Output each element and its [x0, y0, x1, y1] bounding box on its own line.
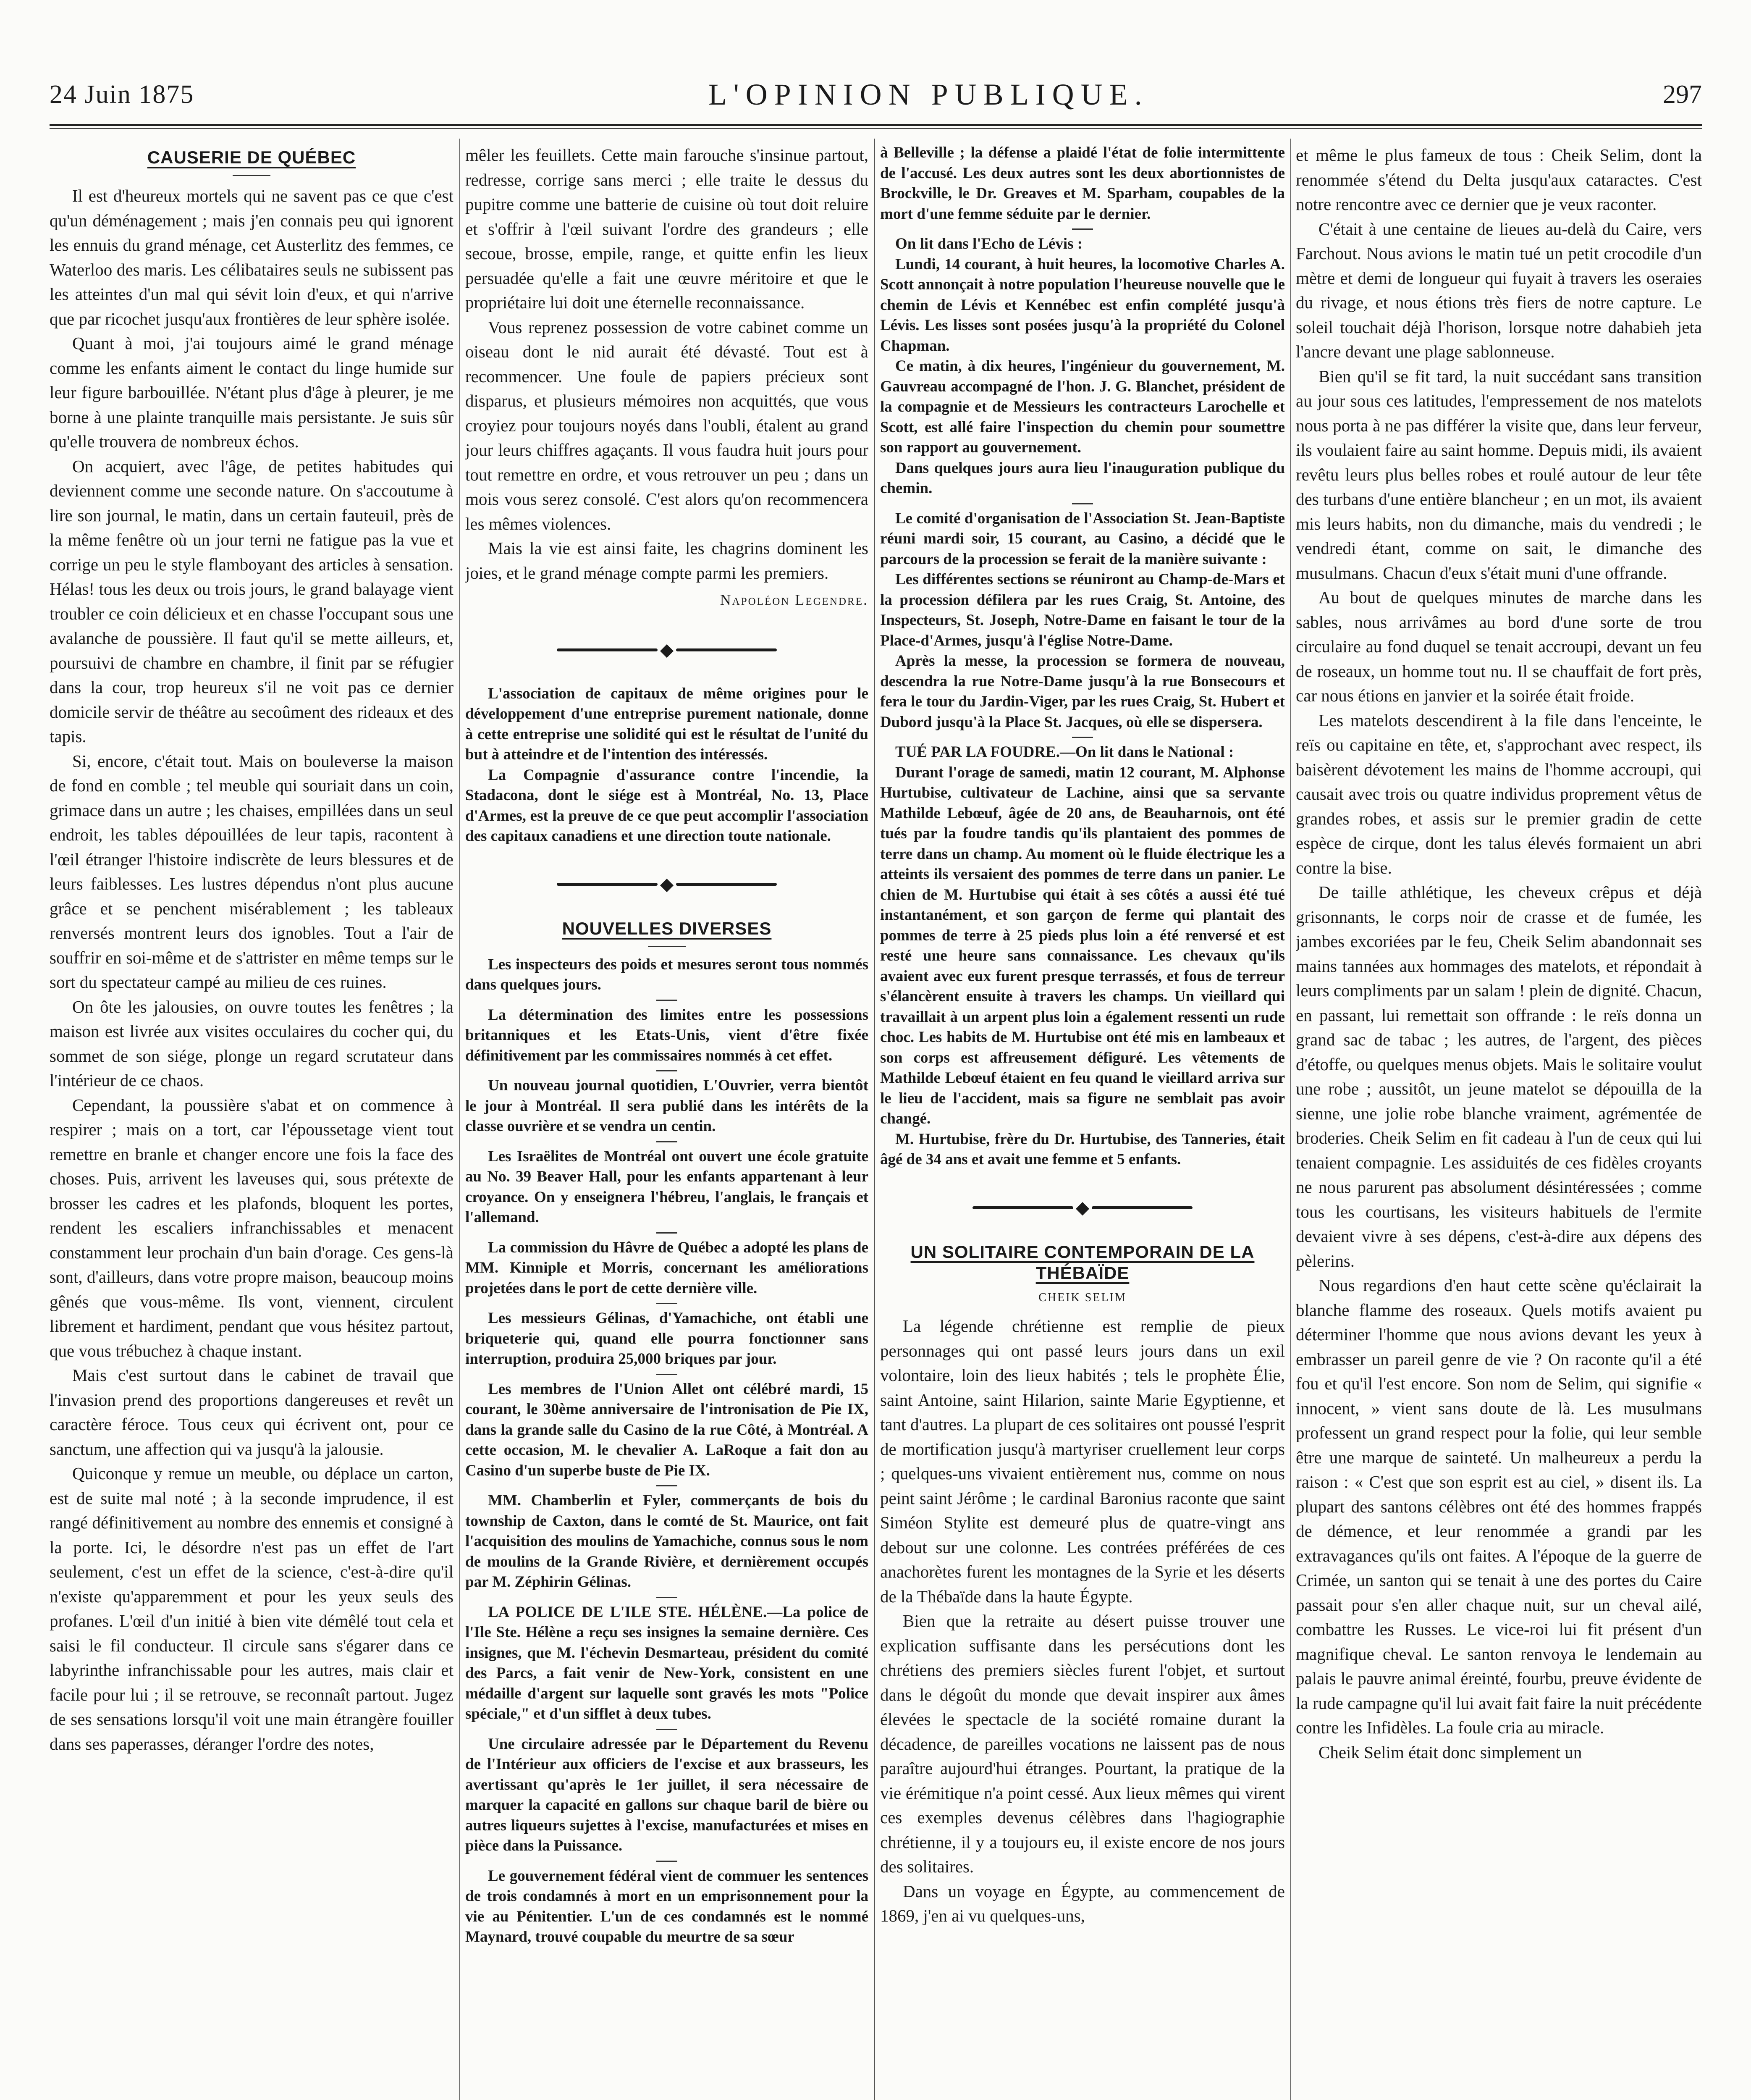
- paragraph: Bien que la retraite au désert puisse trouver une explication suffisante dans les persécutions dont les chrétiens des premiers siècles furent l'objet, et surtout dans le dégoût du monde que devait inspirer aux âmes élevées le spectacle de la société romaine durant la décadence, de pareilles vocations ne laissent pas de nous paraître aujourd'hui étranges. Pourtant, la pratique de la vie érémitique n'a point cessé. Aux lieux mêmes qui virent ces exemples devenus célèbres dans l'hagiographie chrétienne, il y a toujours eu, il existe encore de nos jours des solitaires.: [880, 1611, 1285, 1876]
- paragraph: Il est d'heureux mortels qui ne savent pas ce que c'est qu'un déménagement ; mais j'en connais peu qui ignorent les ennuis du grand ménage, cet Austerlitz des femmes, ce Waterloo des maris. Les célibataires seuls ne subissent pas les atteintes d'un mal qui sévit loin d'eux, et qui n'arrive que par ricochet jusqu'aux frontières de leur sphère isolée.: [50, 186, 453, 328]
- paragraph: mêler les feuillets. Cette main farouche s'insinue partout, redresse, corrige sans merci ; elle traite le dessus du pupitre comme une batterie de cuisine où tout doit reluire et s'offrir à l'œil suivant l'ordre des grandeurs ; elle secoue, brosse, empile, range, et quitte enfin les lieux persuadée qu'elle a fait une œuvre méritoire et que le propriétaire lui doit une éternelle reconnaissance.: [465, 145, 868, 312]
- paragraph: et même le plus fameux de tous : Cheik Selim, dont la renommée s'étend du Delta jusqu'aux cataractes. C'est notre rencontre avec ce dernier que je veux raconter.: [1296, 145, 1702, 214]
- advertisement-block: [465, 684, 868, 847]
- issue-date: 24 Juin 1875: [50, 80, 194, 109]
- paragraph: Mais c'est surtout dans le cabinet de travail que l'invasion prend des proportions dangereuses et revêt un caractère féroce. Tous ceux qui écrivent ont, pour ce sanctum, une affection qui va jusqu'à la jalousie.: [50, 1365, 453, 1459]
- paragraph: C'était à une centaine de lieues au-delà du Caire, vers Farchout. Nous avions le matin tué un petit crocodile d'un mètre et demi de longueur qui fuyait à travers les oseraies du rivage, et nous étions très fiers de notre capture. Le soleil touchait déjà l'horison, lorsque notre dahabieh jeta l'ancre devant une plage sablonneuse.: [1296, 219, 1702, 361]
- page-header: [50, 71, 1702, 118]
- item-dash: [656, 1232, 677, 1234]
- news-item: LA POLICE DE L'ILE STE. HÉLÈNE.—La police de l'Ile Ste. Hélène a reçu ses insignes la semaine dernière. Ces insignes, que M. l'échevin Desmarteau, président du comité des Parcs, a fait venir de New-York, consistent en une médaille d'argent sur laquelle sont gravés les mots "Police spéciale," et d'un sifflet à deux tubes.: [465, 1603, 868, 1722]
- news-item: Une circulaire adressée par le Département du Revenu de l'Intérieur aux officiers de l'excise et aux brasseurs, les avertissant qu'après le 1er juillet, il sera nécessaire de marquer la capacité en gallons sur chaque baril de bière ou autres liqueurs sujettes à l'excise, manufacturées et mises en pièce dans la Puissance.: [465, 1735, 868, 1854]
- item-dash: [656, 1374, 677, 1375]
- news-item: Les inspecteurs des poids et mesures seront tous nommés dans quelques jours.: [465, 956, 868, 993]
- paragraph: Mais la vie est ainsi faite, les chagrins dominent les joies, et le grand ménage compte parmi les premiers.: [465, 538, 868, 583]
- news-item: Les différentes sections se réuniront au Champ-de-Mars et la procession défilera par les rues Craig, St. Antoine, des Inspecteurs, St. Joseph, Notre-Dame en faisant le tour de la Place-d'Armes, jusqu'à l'église Notre-Dame.: [880, 571, 1285, 649]
- news-item: Après la messe, la procession se formera de nouveau, descendra la rue Notre-Dame jusqu'à la rue Bonsecours et fera le tour du Jardin-Viger, par les rues Craig, St. Hubert et Dubord jusqu'à la Place St. Jacques, où elle se dispersera.: [880, 652, 1285, 731]
- item-dash: [656, 1000, 677, 1001]
- news-item: Un nouveau journal quotidien, L'Ouvrier, verra bientôt le jour à Montréal. Il sera publié dans les intérêts de la classe ouvrière et se vendra un centin.: [465, 1077, 868, 1135]
- paragraph: De taille athlétique, les cheveux crêpus et déjà grisonnants, le corps noir de crasse et de fumée, les jambes excoriées par le feu, Cheik Selim abandonnait ses mains tannées aux hommages des matelots, et répondait à leurs compliments par un salam ! plein de dignité. Chacun, en passant, lui remettait son offrande : le reïs donna un grand sac de tabac ; les autres, de l'argent, des pièces d'étoffe, ou quelques menus objets. Mais le solitaire voulut une robe ; aussitôt, un jeune matelot se dépouilla de la sienne, une jolie robe blanche vraiment, agrémentée de broderies. Cheik Selim en fit cadeau à l'un de ceux qui lui tenaient compagnie. Les assiduités de ces fidèles croyants ne nous parurent pas absolument désintéressées ; comme tous les courtisans, les visiteurs habituels de l'ermite devaient vivre à ses dépens, c'est-à-dire aux dépens des pèlerins.: [1296, 882, 1702, 1270]
- news-item: M. Hurtubise, frère du Dr. Hurtubise, des Tanneries, était âgé de 34 ans et avait une femme et 5 enfants.: [880, 1130, 1285, 1168]
- news-item: Le comité d'organisation de l'Association St. Jean-Baptiste réuni mardi soir, 15 courant, au Casino, a décidé que le parcours de la procession se ferait de la manière suivante :: [880, 509, 1285, 568]
- news-item: Les messieurs Gélinas, d'Yamachiche, ont établi une briqueterie qui, quand elle pourra fonctionner sans interruption, produira 25,000 briques par jour.: [465, 1310, 868, 1368]
- paragraph: On acquiert, avec l'âge, de petites habitudes qui deviennent comme une seconde nature. On s'accoutume à lire son journal, le matin, dans un certain fauteuil, près de la même fenêtre où un jour terni ne fatigue pas la vue et corrige un peu le style flamboyant des articles à sensation. Hélas! tous les deux ou trois jours, le grand balayage vient troubler ce coin délicieux et en chasse l'occupant sous une avalanche de poussière. Il faut qu'il se mette ailleurs, et, poursuivi de chambre en chambre, il finit par se réfugier dans la cour, trop heureux s'il ne voit pas ce dernier domicile servir de théâtre au secoûment des rideaux et des tapis.: [50, 456, 453, 746]
- paragraph: Nous regardions d'en haut cette scène qu'éclairait la blanche flamme des roseaux. Quels motifs avaient pu déterminer l'homme que nous avions devant les yeux à embrasser un pareil genre de vie ? On raconte qu'il a été fou et qu'il l'est encore. Son nom de Selim, qui signifie « innocent, » vient sans doute de là. Les musulmans professent un grand respect pour la folie, qui leur semble être une marque de sainteté. Un malheureux a perdu la raison : « C'est que son esprit est au ciel, » disent ils. La plupart des santons célèbres ont été des hommes frappés de démence, et leur renommée a grandi par les extravagances qu'ils ont faites. A l'époque de la guerre de Crimée, un santon qui se tenait à une des portes du Caire passait pour s'en aller chaque nuit, sur un cheval ailé, combattre les Russes. Le vice-roi lui fit présent d'un magnifique cheval. Le santon renvoya le lendemain au palais le pauvre animal éreinté, fourbu, preuve évidente de la rude campagne qu'il lui avait fait faire la nuit précédente contre les Infidèles. La foule cria au miracle.: [1296, 1276, 1702, 1737]
- news-item: Les Israëlites de Montréal ont ouvert une école gratuite au No. 39 Beaver Hall, pour les enfants appartenant à leur croyance. On y enseignera l'hébreu, l'anglais, le français et l'allemand.: [465, 1147, 868, 1226]
- paragraph: Cheik Selim était donc simplement un: [1318, 1742, 1582, 1762]
- paragraph: Les matelots descendirent à la file dans l'enceinte, le reïs ou capitaine en tête, et, s'approchant avec respect, ils baisèrent dévotement les mains de l'homme accroupi, qui causait avec trois ou quatre individus proprement vêtus de grandes robes, et assis sur le premier gradin de cette espèce de cirque, dont les talus élevés formaient un abri contre la bise.: [1296, 710, 1702, 877]
- article-subtitle: CHEIK SELIM: [1038, 1291, 1127, 1304]
- news-item: Lundi, 14 courant, à huit heures, la locomotive Charles A. Scott annonçait à notre population l'heureuse nouvelle que le chemin de Lévis et Kennébec est enfin complété jusqu'à Lévis. Les lisses sont posées jusqu'à la propriété du Colonel Chapman.: [880, 255, 1285, 354]
- column-divider: [1290, 139, 1291, 2100]
- news-item: Les membres de l'Union Allet ont célébré mardi, 15 courant, le 30ème anniversaire de l'intronisation de Pie IX, dans la grande salle du Casino de la rue Côté, à Montréal. A cette occasion, M. le chevalier A. LaRoque a fait don au Casino d'un superbe buste de Pie IX.: [465, 1380, 868, 1479]
- news-item: Le gouvernement fédéral vient de commuer les sentences de trois condamnés à mort en un emprisonnement pour la vie au Pénitentier. L'un de ces condamnés est le nommé Maynard, trouvé coupable du meurtre de sa sœur: [465, 1867, 868, 1945]
- author-signature: Napoléon Legendre.: [720, 591, 868, 608]
- article-title-solitaire: UN SOLITAIRE CONTEMPORAIN DE LA THÉBAÏDE: [910, 1242, 1255, 1283]
- news-item: On lit dans l'Echo de Lévis :: [895, 235, 1083, 252]
- ad-paragraph: L'association de capitaux de même origines pour le développement d'une entreprise purement nationale, donne à cette entreprise une solidité qui est le résultat de l'unité du but à atteindre et de l'intention des intéressés.: [465, 685, 868, 763]
- paragraph: Vous reprenez possession de votre cabinet comme un oiseau dont le nid aurait été dévasté. Tout est à recommencer. Une foule de papiers précieux sont disparus, et plusieurs mémoires non acquittés, que vous croyiez pour toujours noyés dans l'oubli, étalent au grand jour leurs chiffres agaçants. Il vous faudra huit jours pour tout remettre en ordre, et vous retrouver un peu ; dans un mois vous serez consolé. C'est alors qu'on recommencera les mêmes violences.: [465, 317, 868, 533]
- separator-ornament: ◆: [880, 1200, 1285, 1216]
- paragraph: Bien qu'il se fit tard, la nuit succédant sans transition au jour sous ces latitudes, l'empressement de nos matelots nous porta à ne pas différer la visite que, dans leur ferveur, ils voulaient faire au saint homme. Depuis midi, ils avaient revêtu leurs plus belles robes et roulé autour de leur tête des turbans d'une entière blancheur ; en un mot, ils avaient mis leurs habits, non du dimanche, mais du vendredi ; le vendredi étant, comme on sait, le dimanche des musulmans. Chacun d'eux s'était muni d'une offrande.: [1296, 366, 1702, 583]
- title-dash: [233, 175, 270, 176]
- news-item: à Belleville ; la défense a plaidé l'état de folie intermittente de l'accusé. Les deux autres sont les deux abortionnistes de Brockville, le Dr. Greaves et M. Sparham, coupables de la mort d'une femme séduite par le dernier.: [880, 144, 1285, 223]
- ad-paragraph: La Compagnie d'assurance contre l'incendie, la Stadacona, dont le siége est à Montréal, No. 13, Place d'Armes, est la preuve de ce que peut accomplir l'association des capitaux canadiens et une direction toute nationale.: [465, 766, 868, 845]
- article-title-causerie: CAUSERIE DE QUÉBEC: [147, 147, 356, 167]
- separator-ornament: ◆: [465, 642, 868, 659]
- column-divider: [459, 139, 460, 2100]
- paragraph: Quiconque y remue un meuble, ou déplace un carton, est de suite mal noté ; à la seconde imprudence, il est rangé définitivement au nombre des ennemis et consigné à la porte. Ici, le désordre n'est pas un effet de l'art seulement, c'est un effet de la science, c'est-à-dire qu'il n'existe qu'apparemment et pour les yeux seuls des profanes. L'œil d'un initié à bien vite démêlé tout cela et saisi le fil conducteur. Il circule sans s'égarer dans ce labyrinthe infranchissable pour les autres, mais clair et facile pour lui ; il se retrouve, se reconnaît partout. Jugez de ses sensations lorsqu'il voit une main étrangère fouiller dans ses paperasses, déranger l'ordre des notes,: [50, 1464, 453, 1754]
- item-dash: [1072, 228, 1093, 230]
- section-title-nouvelles: NOUVELLES DIVERSES: [562, 918, 772, 938]
- separator-ornament: ◆: [465, 876, 868, 893]
- item-dash: [1072, 503, 1093, 504]
- title-dash: [648, 946, 686, 947]
- news-item: Durant l'orage de samedi, matin 12 courant, M. Alphonse Hurtubise, cultivateur de Lachine, ainsi que sa servante Mathilde Lebœuf, âgée de 20 ans, de Beauharnois, ont été tués par la foudre tandis qu'ils plantaient des pommes de terre dans un champ. Au moment où le fluide électrique les a atteints ils versaient des pommes de terre dans un panier. Le chien de M. Hurtubise qui était à ses côtés a aussi été tué instantanément, et son garçon de ferme qui plantait des pommes de terre à 25 pieds plus loin a été renversé et est resté une heure sans connaissance. Les chevaux qu'ils avaient avec eux furent presque terrassés, et fous de terreur s'élancèrent ensuite à travers les champs. Un vieillard qui travaillait à un arpent plus loin a également ressenti un rude choc. Les habits de M. Hurtubise ont été mis en lambeaux et son corps est affreusement défiguré. Les vêtements de Mathilde Lebœuf étaient en feu quand le vieillard arriva sur le lieu de l'accident, mais sa figure ne semblait pas avoir changé.: [880, 764, 1285, 1127]
- column-causerie: [50, 143, 453, 2100]
- item-dash: [656, 1303, 677, 1304]
- column-solitaire-continued: [1296, 143, 1702, 2100]
- item-dash: [1072, 737, 1093, 738]
- paragraph: On ôte les jalousies, on ouvre toutes les fenêtres ; la maison est livrée aux visites occulaires du cocher qui, du sommet de son siége, plonge un regard scrutateur dans l'intérieur de ce chaos.: [50, 997, 453, 1090]
- item-dash: [656, 1485, 677, 1486]
- column-divider: [874, 139, 875, 2100]
- newspaper-title: L'OPINION PUBLIQUE.: [708, 77, 1149, 111]
- item-dash: [656, 1597, 677, 1598]
- item-dash: [656, 1729, 677, 1730]
- paragraph: La légende chrétienne est remplie de pieux personnages qui ont passé leurs jours dans un exil volontaire, loin des lieux habités ; tels le prophète Élie, saint Antoine, saint Hilarion, sainte Marie Egyptienne, et tant d'autres. La plupart de ces solitaires ont poussé l'esprit de mortification jusqu'à martyriser cruellement leur corps ; quelques-uns vivaient entièrement nus, comme on nous peint saint Jérôme ; le cardinal Baronius raconte que saint Siméon Stylite est demeuré plus de quatre-vingt ans debout sur une colonne. Les contrées préférées de ces anachorètes furent les montagnes de la Syrie et les déserts de la Thébaïde dans la haute Égypte.: [880, 1316, 1285, 1606]
- news-item: Dans quelques jours aura lieu l'inauguration publique du chemin.: [880, 459, 1285, 497]
- news-list: [465, 955, 868, 1948]
- news-item: MM. Chamberlin et Fyler, commerçants de bois du township de Caxton, dans le comté de St. Maurice, ont fait l'acquisition des moulins de Yamachiche, connus sous le nom de moulins de la Grande Rivière, et dernièrement occupés par M. Zéphirin Gélinas.: [465, 1492, 868, 1591]
- item-dash: [656, 1861, 677, 1862]
- header-rule: [50, 124, 1702, 129]
- item-dash: [656, 1070, 677, 1071]
- column-faits-divers: [880, 143, 1285, 2100]
- column-nouvelles: [465, 143, 868, 2100]
- item-dash: [656, 1141, 677, 1142]
- paragraph: Si, encore, c'était tout. Mais on bouleverse la maison de fond en comble ; tel meuble qui souriait dans un coin, grimace dans un autre ; les chaises, empillées dans un seul endroit, les tables dépouillées de leur tapis, racontent à l'œil étranger l'histoire indiscrète de leurs blessures et de leurs faiblesses. Les lustres dépendus n'ont plus aucune grâce et se penchent misérablement ; les tableaux renversés montrent leurs dos ignobles. Tout a l'air de souffrir en soi-même et de s'attrister en même temps sur le sort du spectateur campé au milieu de ces ruines.: [50, 751, 453, 992]
- page-number: 297: [1662, 80, 1702, 109]
- news-item: Ce matin, à dix heures, l'ingénieur du gouvernement, M. Gauvreau accompagné de l'hon. J. G. Blanchet, président de la compagnie et de Messieurs les contracteurs Larochelle et Scott, est allé faire l'inspection du chemin pour soumettre son rapport au gouvernement.: [880, 357, 1285, 456]
- paragraph: Au bout de quelques minutes de marche dans les sables, nous arrivâmes au bord d'une sorte de trou circulaire au fond duquel se tenait accroupi, devant un feu de roseaux, un homme tout nu. Il se chauffait de fort près, car nous étions en janvier et la soirée était froide.: [1296, 588, 1702, 705]
- paragraph: Cependant, la poussière s'abat et on commence à respirer ; mais on a tort, car l'époussetage vient tout remettre en branle et changer encore une fois la face des choses. Puis, arrivent les laveuses qui, sous prétexte de brosser les cadres et les plafonds, bloquent les portes, rendent les escaliers infranchissables et menacent constamment leur prochain d'un bain d'orage. Ces gens-là sont, d'ailleurs, dans votre propre maison, beaucoup moins gênés que vous-même. Ils vont, viennent, circulent librement et hardiment, pendant que vous hésitez partout, que vous trébuchez à chaque instant.: [50, 1095, 453, 1360]
- news-item: La commission du Hâvre de Québec a adopté les plans de MM. Kinniple et Morris, concernant les améliorations projetées dans le port de cette dernière ville.: [465, 1239, 868, 1297]
- paragraph: Quant à moi, j'ai toujours aimé le grand ménage comme les enfants aiment le contact du linge humide sur leur figure barbouillée. N'étant plus d'âge à pleurer, je me borne à une plainte tranquille mais persistante. Je suis sûr qu'elle trouvera de nombreux échos.: [50, 333, 453, 451]
- news-item: La détermination des limites entre les possessions britanniques et les Etats-Unis, vient d'être fixée définitivement par les commissaires nommés à cet effet.: [465, 1006, 868, 1064]
- news-item: TUÉ PAR LA FOUDRE.—On lit dans le National :: [895, 743, 1234, 761]
- paragraph: Dans un voyage en Égypte, au commencement de 1869, j'en ai vu quelques-uns,: [880, 1881, 1285, 1925]
